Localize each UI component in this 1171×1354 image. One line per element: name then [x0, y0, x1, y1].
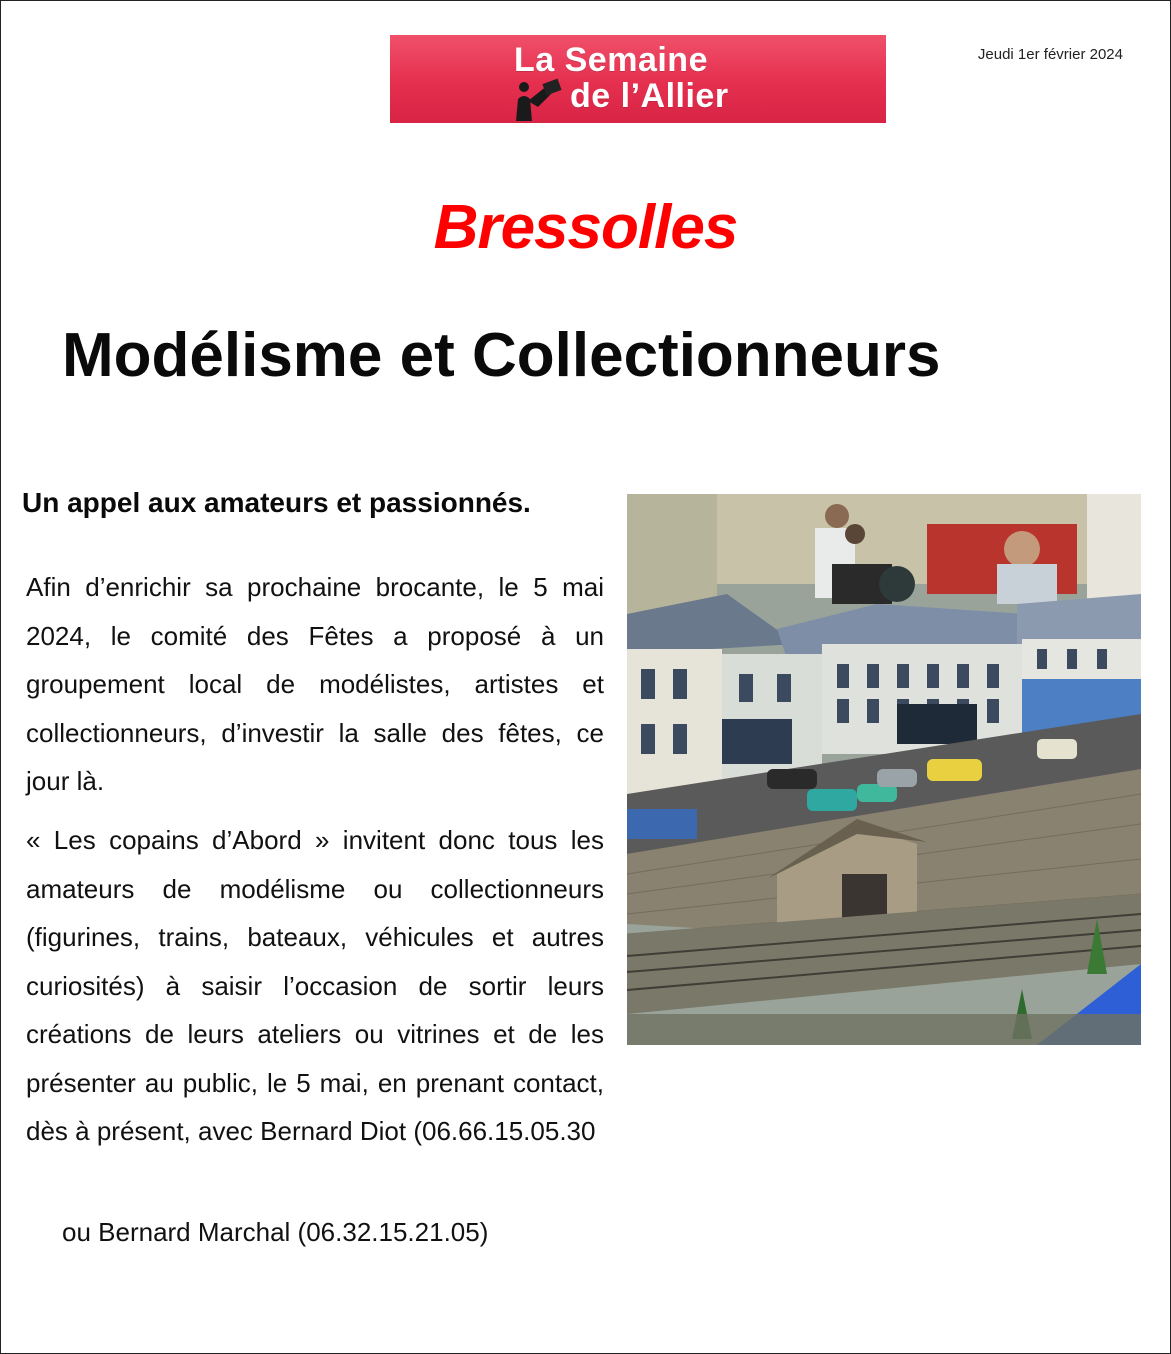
paragraph-1: Afin d’enrichir sa prochaine brocante, le 5 mai 2024, le comité des Fêtes a proposé à un groupement local de modélistes, artistes et collectionneurs, d’investir la salle des fêtes, ce jour là. — [26, 572, 604, 796]
paragraph-2: « Les copains d’Abord » invitent donc tous les amateurs de modélisme ou collectionneurs (figurines, trains, bateaux, véhicules et autres curiosités) à saisir l’occasion de sortir leurs créations de leurs ateliers ou vitrines et de les présenter au public, le 5 mai, en prenant contact, dès à présent, avec Bernard Diot (06.66.15.05.30 — [26, 825, 604, 1146]
newspaper-logo — [390, 35, 886, 123]
locality-title: Bressolles — [433, 193, 738, 262]
contact-line: ou Bernard Marchal (06.32.15.21.05) — [62, 1217, 489, 1247]
reader-figure-icon — [508, 77, 568, 121]
logo-line1: La Semaine — [514, 41, 708, 79]
logo-line2: de l’Allier — [570, 77, 729, 115]
publication-date: Jeudi 1er février 2024 — [977, 46, 1123, 63]
article-headline: Modélisme et Collectionneurs — [62, 321, 941, 390]
article-subheading: Un appel aux amateurs et passionnés. — [22, 487, 531, 518]
model-railway-photo — [627, 494, 1141, 1045]
